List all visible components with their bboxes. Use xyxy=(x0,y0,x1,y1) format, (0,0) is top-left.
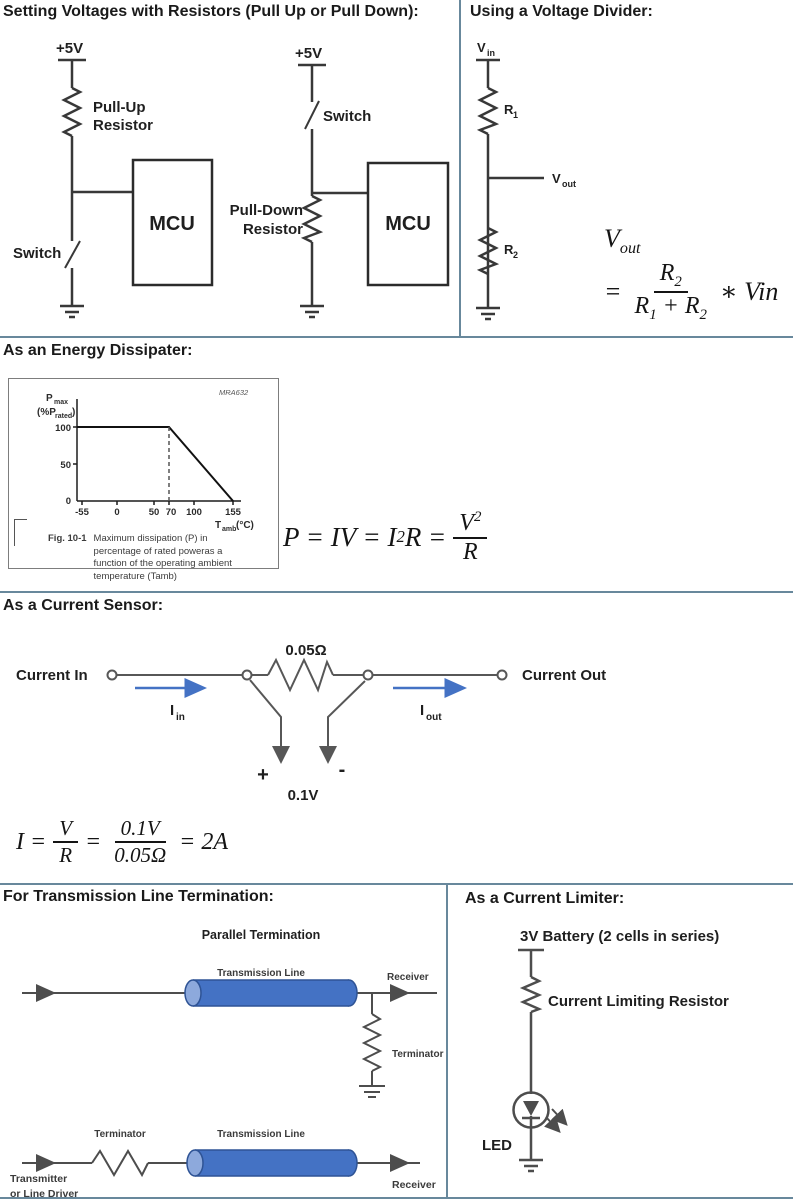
derating-curve xyxy=(77,427,233,501)
parallel-termination-title: Parallel Termination xyxy=(201,928,321,942)
section-title-vdiv: Using a Voltage Divider: xyxy=(470,3,653,20)
vdiv-formula-rhs: = $\frac{R_2}{R_1 + R_2}$ ∗ Vin xyxy=(604,260,779,323)
limiter-ground-icon xyxy=(519,1160,543,1171)
transmission-line-label-bottom: Transmission Line xyxy=(217,1129,305,1140)
section-title-energy: As an Energy Dissipater: xyxy=(3,342,193,359)
terminator-label-bottom: Terminator xyxy=(94,1129,146,1140)
pulldown-circuit-wires xyxy=(298,65,448,317)
iin-label: I xyxy=(170,702,175,719)
xtick-155: 155 xyxy=(225,507,241,518)
graph-xlabel: T xyxy=(215,520,222,531)
divider-h2 xyxy=(0,591,793,593)
derating-graph xyxy=(9,379,278,531)
minus-sign: - xyxy=(338,759,346,781)
figure-caption xyxy=(48,533,256,583)
mcu-label-right: MCU xyxy=(385,213,431,235)
terminator-ground-icon xyxy=(359,1086,385,1097)
vdiv-wires xyxy=(476,60,544,319)
switch-label-right: Switch xyxy=(323,108,372,125)
rail-label-right: +5V xyxy=(295,45,323,62)
limiting-resistor-icon xyxy=(523,977,539,1012)
pullup-resistor-icon xyxy=(64,88,80,136)
vin-label: V xyxy=(477,40,486,55)
ground-icon-left xyxy=(60,306,84,317)
transmitter-label-2: or Line Driver xyxy=(10,1188,79,1200)
ytick-50: 50 xyxy=(60,460,71,471)
voltage-divider-formula xyxy=(604,224,778,324)
ytick-100: 100 xyxy=(55,423,71,434)
transmitter-label-1: Transmitter xyxy=(10,1173,68,1185)
led-label: LED xyxy=(482,1137,512,1154)
pullup-pulldown-circuit-diagram xyxy=(0,25,460,337)
divider-h3 xyxy=(0,883,793,885)
power-formula: P = IV = I 2 R = $\frac{V^2}{R}$ xyxy=(283,498,494,576)
ytick-0: 0 xyxy=(65,496,71,507)
current-limiter-diagram xyxy=(447,910,793,1200)
battery-label: 3V Battery (2 cells in series) xyxy=(520,928,720,945)
r1-label: R xyxy=(504,102,514,117)
r2-resistor-icon xyxy=(480,228,496,274)
graph-ylabel: P xyxy=(46,393,53,404)
r1-label-sub: 1 xyxy=(513,110,519,120)
current-sensor-diagram xyxy=(0,615,793,810)
xtick-m55: -55 xyxy=(75,507,89,518)
r2-label-sub: 2 xyxy=(513,250,519,260)
iout-label-sub: out xyxy=(426,712,442,723)
pulldown-resistor-label-2: Resistor xyxy=(242,221,303,238)
transmission-line-label-top: Transmission Line xyxy=(217,968,305,979)
iin-label-sub: in xyxy=(176,712,185,723)
mcu-label-left: MCU xyxy=(149,213,195,235)
switch-icon-right xyxy=(305,101,319,129)
receiver-label-top: Receiver xyxy=(387,972,429,983)
terminator-resistor-icon xyxy=(364,1014,380,1071)
switch-icon-left xyxy=(65,241,80,268)
section-title-tline: For Transmission Line Termination: xyxy=(3,888,274,905)
graph-xlabel-sub: amb xyxy=(222,526,237,533)
junction-left xyxy=(243,671,252,680)
xtick-0: 0 xyxy=(114,507,120,518)
xtick-70: 70 xyxy=(165,507,177,518)
section-title-pull: Setting Voltages with Resistors (Pull Up or Pull Down): xyxy=(3,3,419,20)
graph-part-number: MRA632 xyxy=(219,388,249,397)
iout-label: I xyxy=(420,702,425,719)
transmission-line-diagrams xyxy=(0,910,447,1200)
terminal-out xyxy=(498,671,507,680)
rail-label-left: +5V xyxy=(56,40,84,57)
graph-ylabel-sub: max xyxy=(54,399,69,406)
graph-xlabel-post: (°C) xyxy=(236,520,254,531)
receiver-label-bottom: Receiver xyxy=(392,1179,436,1191)
figure-number: Fig. 10-1 xyxy=(48,533,87,544)
figure-caption-text: Maximum dissipation (P) in percentage of rated poweras a function of the operating ambient temperature (Tamb) xyxy=(93,533,232,582)
graph-ylabel2: (%P xyxy=(37,407,56,418)
receiver-arrow-top xyxy=(390,984,410,1002)
cylinder-bottom xyxy=(187,1150,357,1176)
r2-label: R xyxy=(504,242,514,257)
probe-negative xyxy=(328,681,365,760)
sense-voltage-label: 0.1V xyxy=(287,787,319,804)
vin-label-sub: in xyxy=(487,48,495,58)
ground-icon-right xyxy=(300,306,324,317)
pullup-resistor-label-2: Resistor xyxy=(93,117,154,134)
series-terminator-resistor-icon xyxy=(92,1151,148,1175)
graph-axes xyxy=(73,399,241,505)
ground-icon xyxy=(476,308,500,319)
top-termination-wires xyxy=(22,993,437,1097)
xtick-50: 50 xyxy=(148,507,160,518)
section-title-sensor: As a Current Sensor: xyxy=(3,597,164,614)
derating-figure-box xyxy=(8,378,279,582)
current-formula: I = $\frac{V}{R}$ = $\frac{0.1V}{0.05\Omega}$ = 2A xyxy=(16,816,229,867)
vdiv-formula-lhs: $V_{out}$ xyxy=(604,224,641,258)
graph-ylabel2-sub: rated xyxy=(55,413,73,420)
switch-label-left: Switch xyxy=(13,245,62,262)
pulldown-resistor-icon xyxy=(304,196,320,242)
vout-label-sub: out xyxy=(562,179,576,189)
driver-arrow-top xyxy=(36,984,56,1002)
r1-resistor-icon xyxy=(480,88,496,134)
pullup-resistor-label-1: Pull-Up xyxy=(93,99,146,116)
receiver-arrow-bottom xyxy=(390,1154,410,1172)
shunt-value-label: 0.05Ω xyxy=(285,642,327,659)
current-out-label: Current Out xyxy=(522,667,607,684)
section-title-limiter: As a Current Limiter: xyxy=(465,890,625,907)
led-icon xyxy=(514,1093,566,1131)
current-in-label: Current In xyxy=(16,667,88,684)
plus-sign: + xyxy=(257,764,269,786)
xtick-100: 100 xyxy=(186,507,202,518)
caption-bracket xyxy=(14,519,27,546)
terminator-label-top: Terminator xyxy=(392,1049,444,1060)
probe-positive xyxy=(250,680,281,760)
terminal-in xyxy=(108,671,117,680)
limiter-wires xyxy=(518,950,544,1171)
cylinder-top xyxy=(185,980,357,1006)
graph-ylabel2-post: ) xyxy=(72,407,76,418)
limiting-resistor-label: Current Limiting Resistor xyxy=(548,993,729,1010)
shunt-resistor-icon xyxy=(268,660,333,690)
transmitter-arrow-bottom xyxy=(36,1154,56,1172)
junction-right xyxy=(364,671,373,680)
vout-label: V xyxy=(552,171,561,186)
pulldown-resistor-label-1: Pull-Down xyxy=(229,202,303,219)
